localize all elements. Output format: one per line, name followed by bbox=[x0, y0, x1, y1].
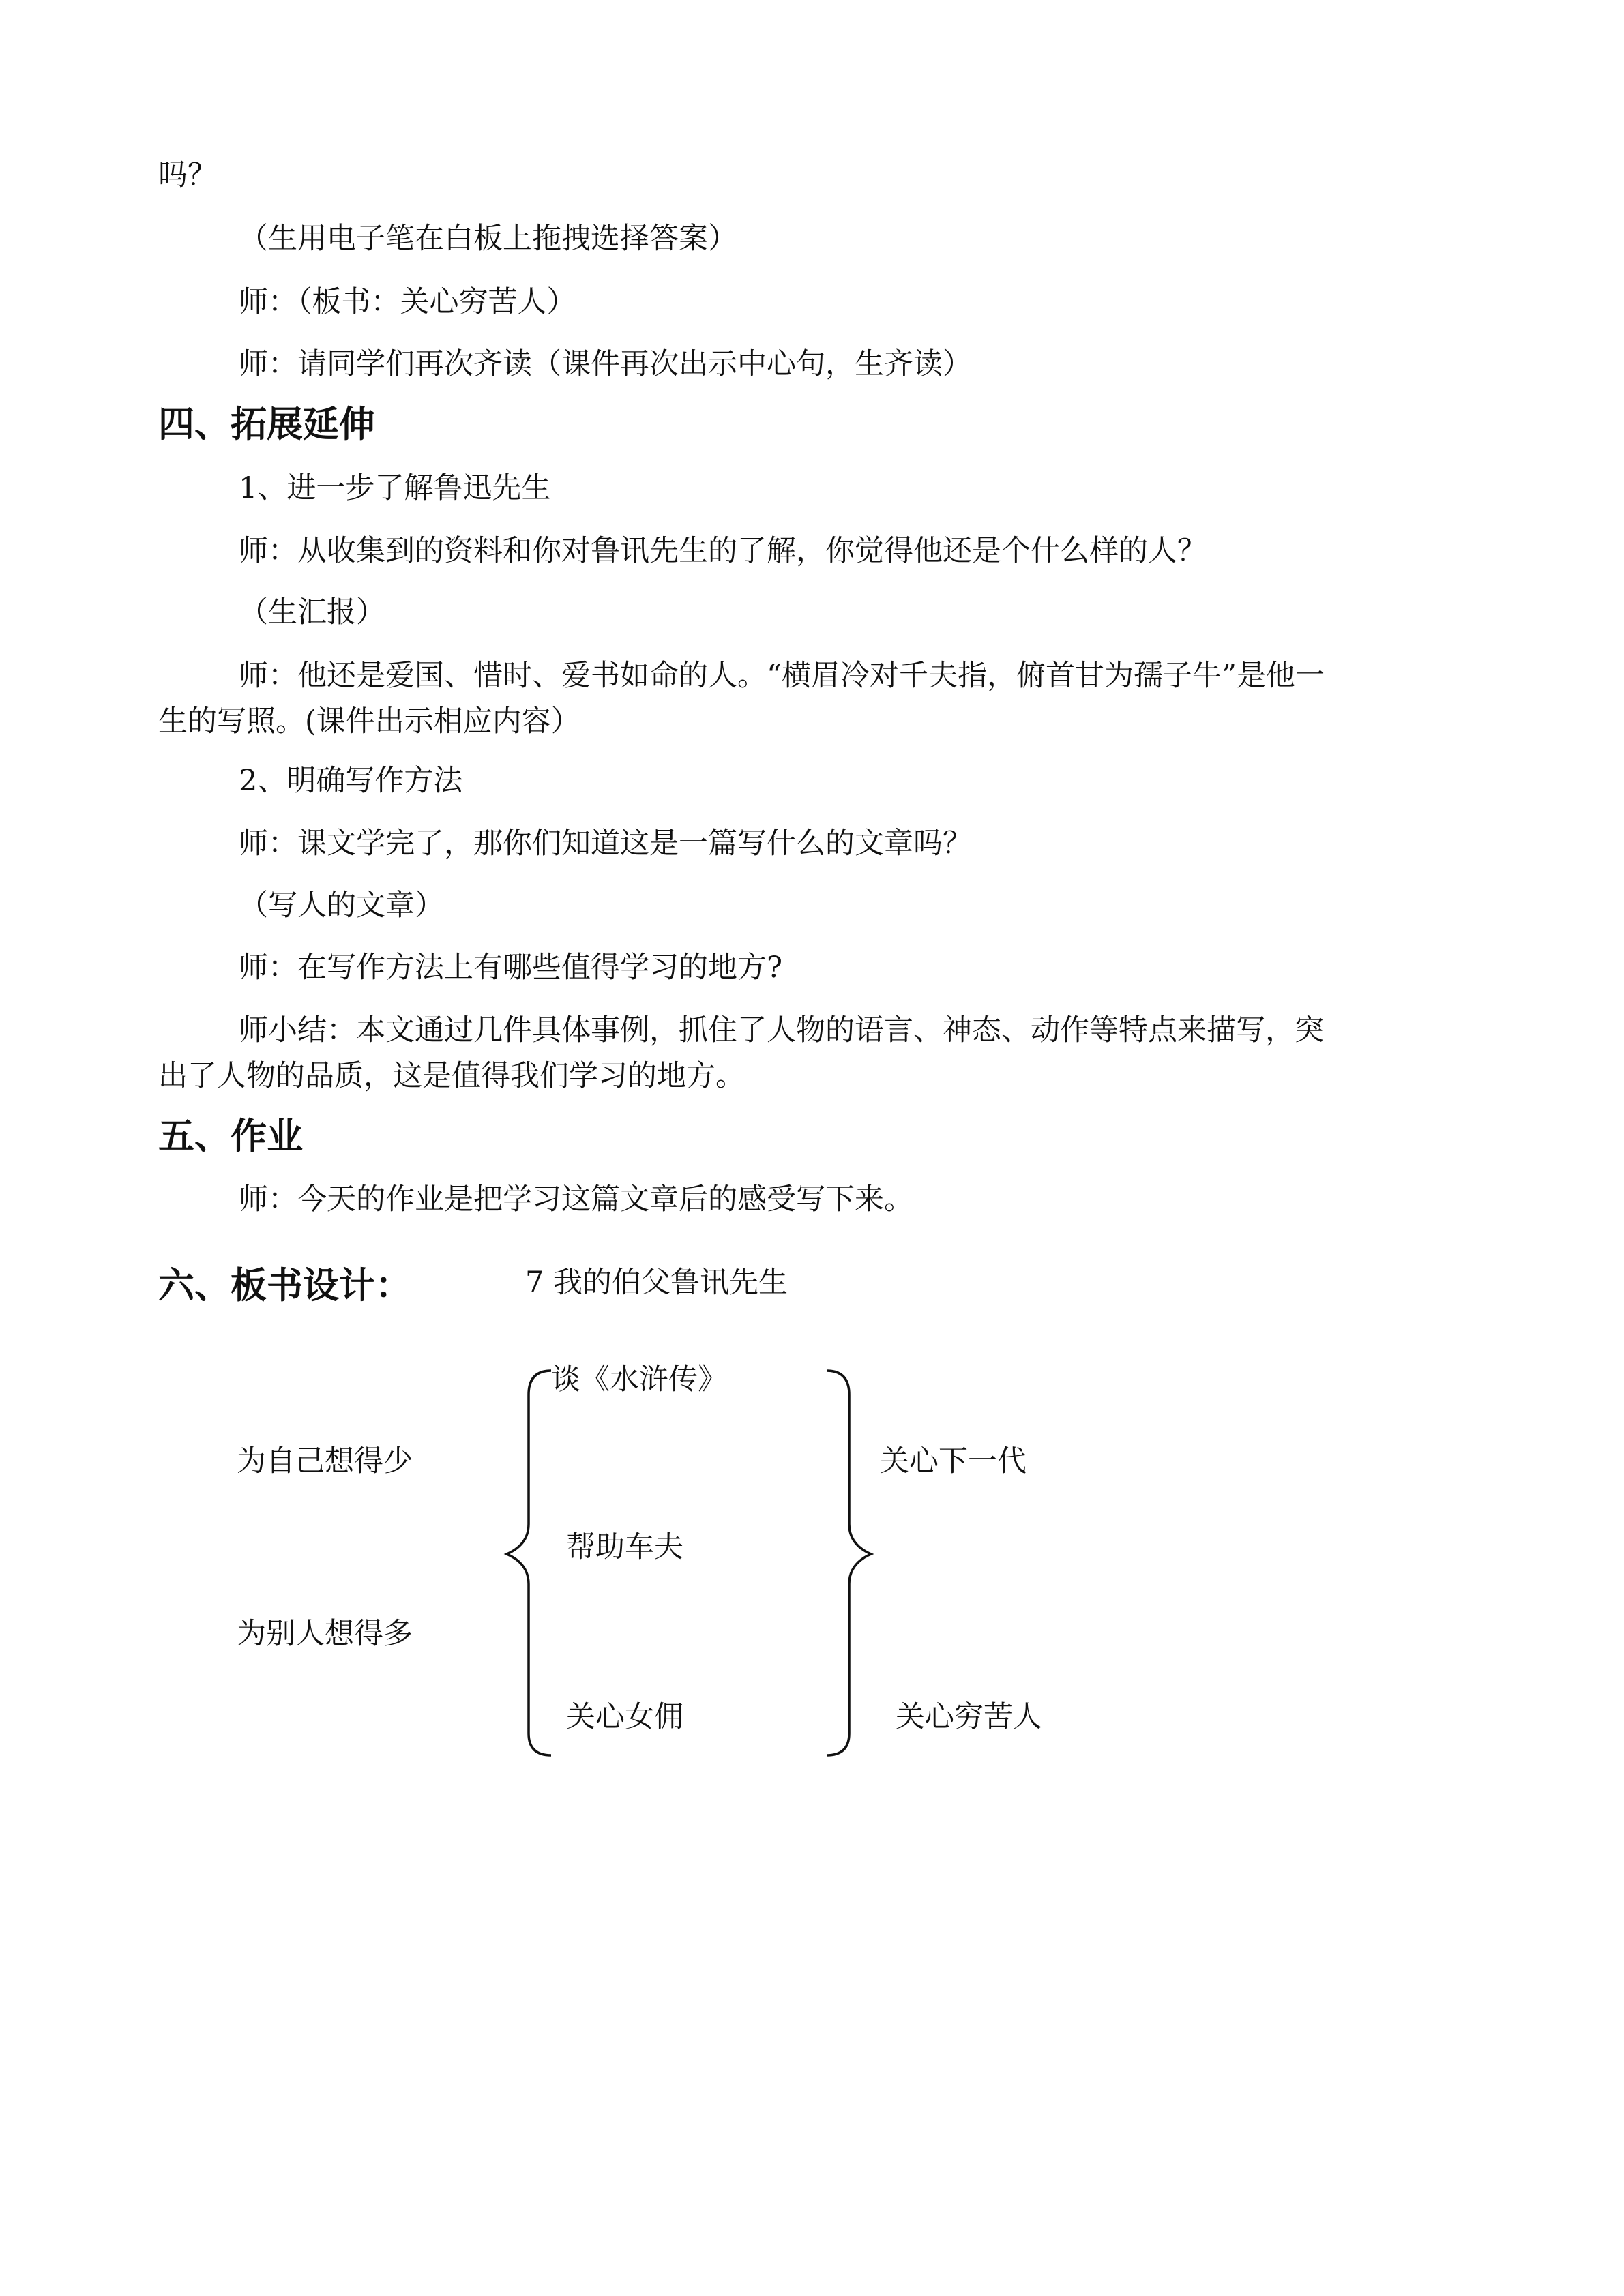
board-mid-item-1: 谈《水浒传》 bbox=[551, 1362, 727, 1397]
paragraph-text: 师：（板书：关心穷苦人） bbox=[239, 285, 576, 319]
paragraph-text: 生的写照。(课件出示相应内容） bbox=[158, 704, 580, 739]
board-mid-item-3: 关心女佣 bbox=[566, 1700, 683, 1734]
paragraph-text: 师：课文学完了，那你们知道这是一篇写什么的文章吗？ bbox=[239, 826, 972, 861]
board-title: 7 我的伯父鲁讯先生 bbox=[525, 1266, 788, 1300]
paragraph-text: （生汇报） bbox=[239, 595, 385, 629]
section-heading: 五、作业 bbox=[158, 1116, 303, 1157]
paragraph-text: 出了人物的品质，这是值得我们学习的地方。 bbox=[158, 1059, 745, 1093]
paragraph-text: （写人的文章） bbox=[239, 889, 444, 923]
paragraph-text: 师小结：本文通过几件具体事例，抓住了人物的语言、神态、动作等特点来描写，突 bbox=[239, 1013, 1324, 1047]
board-right-item-1: 关心下一代 bbox=[880, 1444, 1027, 1478]
paragraph-text: 师：他还是爱国、惜时、爱书如命的人。“横眉冷对千夫指，俯首甘为孺子牛”是他一 bbox=[239, 659, 1325, 693]
paragraph-text: 2、明确写作方法 bbox=[239, 764, 463, 798]
left-brace bbox=[507, 1371, 551, 1755]
paragraph-text: 师：今天的作业是把学习这篇文章后的感受写下来。 bbox=[239, 1182, 913, 1217]
paragraph-text: 吗？ bbox=[158, 158, 217, 192]
paragraph-text: 师：在写作方法上有哪些值得学习的地方? bbox=[239, 951, 783, 985]
paragraph-text: 师：请同学们再次齐读（课件再次出示中心句，生齐读） bbox=[239, 347, 972, 381]
board-left-top: 为自己想得少 bbox=[237, 1444, 413, 1478]
paragraph-text: 1、进一步了解鲁迅先生 bbox=[239, 471, 551, 505]
section-heading: 四、拓展延伸 bbox=[158, 404, 375, 445]
board-right-item-2: 关心穷苦人 bbox=[896, 1700, 1042, 1734]
right-brace bbox=[827, 1371, 871, 1755]
paragraph-text: 师：从收集到的资料和你对鲁讯先生的了解，你觉得他还是个什么样的人？ bbox=[239, 534, 1207, 568]
paragraph-text: （生用电子笔在白板上拖拽选择答案） bbox=[239, 222, 737, 256]
board-mid-item-2: 帮助车夫 bbox=[566, 1530, 683, 1564]
section-heading: 六、板书设计： bbox=[158, 1265, 411, 1307]
board-left-bottom: 为别人想得多 bbox=[237, 1617, 413, 1651]
